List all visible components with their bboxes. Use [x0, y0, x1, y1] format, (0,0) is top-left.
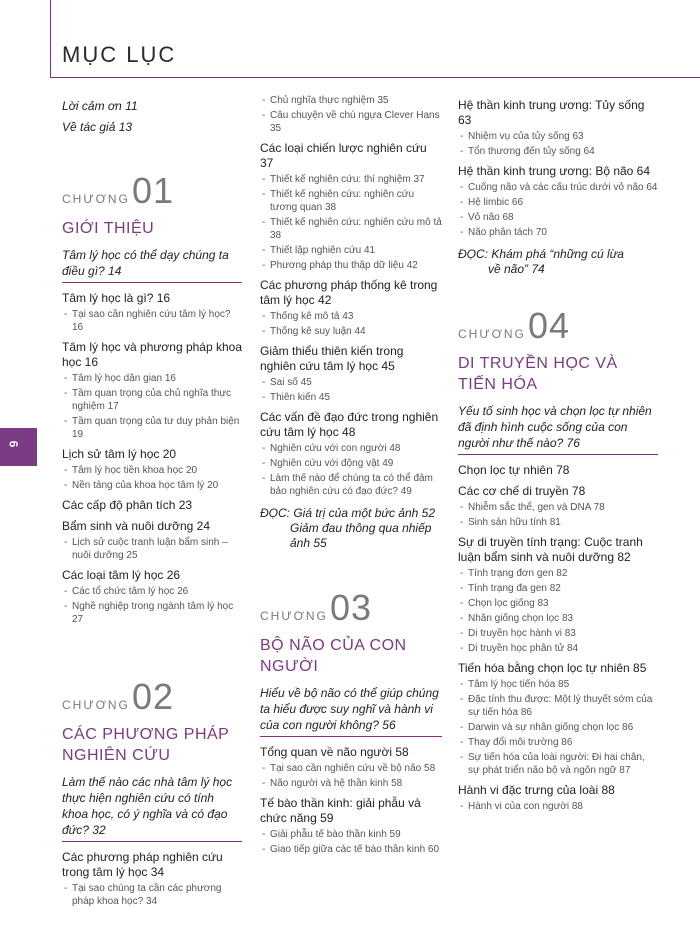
toc-subsection-entry[interactable]: - Hệ limbic 66	[458, 196, 658, 209]
page-number: 6	[6, 440, 21, 448]
toc-section-entry[interactable]: Các vấn đề đạo đức trong nghiên cứu tâm lý học 48	[260, 410, 439, 439]
toc-section-entry[interactable]: Các phương pháp nghiên cứu trong tâm lý học 34	[62, 850, 223, 879]
toc-subsection-entry[interactable]: - Tại sao cần nghiên cứu tâm lý học? 16	[62, 308, 242, 334]
chapter-heading	[62, 676, 242, 718]
toc-subsection-entry[interactable]: - Nghiên cứu với động vật 49	[260, 457, 442, 470]
toc-subsection-entry[interactable]: - Nhiệm vụ của tủy sống 63	[458, 130, 658, 143]
toc-subsection-entry[interactable]: - Tại sao cần nghiên cứu về bộ não 58	[260, 762, 442, 775]
chapter-question[interactable]: Hiểu về bộ não có thể giúp chúng ta hiểu được suy nghĩ và hành vi của con người không? 56	[260, 685, 442, 737]
toc-section-entry[interactable]: Hành vi đặc trưng của loài 88	[458, 783, 615, 797]
front-matter-entry[interactable]: Về tác giả 13	[62, 120, 133, 134]
reading-line-2: về não” 74	[488, 262, 545, 276]
toc-subsection-entry[interactable]: - Nghề nghiệp trong ngành tâm lý học 27	[62, 600, 242, 626]
chapter-03	[260, 587, 442, 737]
toc-section-entry[interactable]: Bẩm sinh và nuôi dưỡng 24	[62, 519, 210, 533]
page-number-tab	[0, 428, 37, 466]
toc-section-entry[interactable]: Các loại tâm lý học 26	[62, 568, 181, 582]
header-horizontal-rule	[50, 77, 700, 78]
chapter-number: 01	[132, 170, 175, 211]
chapter-01-entries	[62, 291, 242, 626]
chapter-03-entries	[260, 745, 442, 856]
toc-subsection-entry[interactable]: - Thống kê mô tả 43	[260, 310, 442, 323]
reading-line-1: ĐỌC: Khám phá “những cú lừa	[458, 247, 624, 261]
toc-section-entry[interactable]: Hệ thần kinh trung ương: Bộ não 64	[458, 164, 651, 178]
toc-section-entry[interactable]: Chọn lọc tự nhiên 78	[458, 463, 570, 477]
toc-section-entry[interactable]: Các loại chiến lược nghiên cứu 37	[260, 141, 427, 170]
toc-subsection-entry[interactable]: - Tính trạng đa gen 82	[458, 582, 658, 595]
toc-subsection-entry[interactable]: - Nhiễm sắc thể, gen và DNA 78	[458, 501, 658, 514]
toc-subsection-entry[interactable]: - Tại sao chúng ta cần các phương pháp khoa học? 34	[62, 882, 242, 908]
reading-line-2: Giảm đau thông qua nhiếp ảnh 55	[290, 521, 432, 550]
toc-column-3	[458, 96, 658, 813]
chapter-heading	[458, 305, 658, 347]
toc-subsection-entry[interactable]: - Lịch sử cuộc tranh luận bẩm sinh – nuôi dưỡng 25	[62, 536, 242, 562]
toc-section-entry[interactable]: Tế bào thần kinh: giải phẫu và chức năng 59	[260, 796, 421, 825]
toc-subsection-entry[interactable]: - Vỏ não 68	[458, 211, 658, 224]
toc-subsection-entry[interactable]: - Tâm lý học tiền khoa học 20	[62, 464, 242, 477]
front-matter-entry[interactable]: Lời cảm ơn 11	[62, 99, 138, 113]
toc-subsection-entry[interactable]: - Tâm lý học tiến hóa 85	[458, 678, 658, 691]
toc-subsection-entry[interactable]: - Nền tảng của khoa học tâm lý 20	[62, 479, 242, 492]
toc-subsection-entry[interactable]: - Nhân giống chọn lọc 83	[458, 612, 658, 625]
toc-subsection-entry[interactable]: - Darwin và sự nhân giống chọn lọc 86	[458, 721, 658, 734]
chapter-title[interactable]: CÁC PHƯƠNG PHÁP NGHIÊN CỨU	[62, 726, 230, 764]
toc-section-entry[interactable]: Hệ thần kinh trung ương: Tủy sống 63	[458, 98, 645, 127]
chapter-word: CHƯƠNG	[458, 327, 526, 341]
chapter-question[interactable]: Tâm lý học có thể dạy chúng ta điều gì? 14	[62, 247, 242, 283]
chapter-question[interactable]: Làm thế nào các nhà tâm lý học thực hiện nghiên cứu có tính khoa học, có ý nghĩa và có đạo đức? 32	[62, 774, 242, 842]
toc-subsection-entry[interactable]: - Thiết kế nghiên cứu: nghiên cứu tương quan 38	[260, 188, 442, 214]
reading-line-1: ĐỌC: Giá trị của một bức ảnh 52	[260, 506, 436, 520]
chapter-title[interactable]: GIỚI THIỆU	[62, 220, 155, 237]
chapter-01	[62, 170, 242, 283]
toc-subsection-entry[interactable]: - Giải phẫu tế bào thần kinh 59	[260, 828, 442, 841]
chapter-number: 03	[330, 587, 373, 628]
toc-subsection-entry[interactable]: - Thiên kiến 45	[260, 391, 442, 404]
chapter-word: CHƯƠNG	[260, 609, 328, 623]
toc-column-2	[260, 96, 442, 856]
toc-subsection-entry[interactable]: - Hành vi của con người 88	[458, 800, 658, 813]
toc-subsection-entry[interactable]: - Não người và hệ thần kinh 58	[260, 777, 442, 790]
toc-subsection-entry[interactable]: - Thiết kế nghiên cứu: nghiên cứu mô tả 38	[260, 216, 442, 242]
toc-subsection-entry[interactable]: - Giao tiếp giữa các tế bào thần kinh 60	[260, 843, 442, 856]
chapter-number: 04	[528, 305, 571, 346]
chapter-04-entries	[458, 463, 658, 813]
toc-subsection-entry[interactable]: - Sự tiến hóa của loài người: Đi hai chân, sự phát triển não bộ và ngôn ngữ 87	[458, 751, 658, 777]
chapter-title[interactable]: DI TRUYỀN HỌC VÀ TIẾN HÓA	[458, 355, 618, 393]
chapter-03-entries-continued	[458, 98, 658, 239]
toc-subsection-entry[interactable]: - Tổn thương đến tủy sống 64	[458, 145, 658, 158]
toc-section-entry[interactable]: Các cấp độ phân tích 23	[62, 498, 193, 512]
chapter-heading	[260, 587, 442, 629]
reading-entry[interactable]	[260, 506, 442, 551]
chapter-02-entries-continued	[260, 94, 442, 498]
chapter-question[interactable]: Yếu tố sinh học và chọn lọc tự nhiên đã định hình cuộc sống của con người như thế nào? 76	[458, 403, 658, 455]
toc-subsection-entry[interactable]: - Đặc tính thu được: Một lý thuyết sớm của sự tiến hóa 86	[458, 693, 658, 719]
toc-section-entry[interactable]: Giảm thiểu thiên kiến trong nghiên cứu tâm lý học 45	[260, 344, 404, 373]
toc-subsection-entry[interactable]: - Thay đổi môi trường 86	[458, 736, 658, 749]
toc-section-entry[interactable]: Sự di truyền tính trạng: Cuộc tranh luận bẩm sinh và nuôi dưỡng 82	[458, 535, 643, 564]
toc-subsection-entry[interactable]: - Câu chuyện về chú ngựa Clever Hans 35	[260, 109, 442, 135]
toc-subsection-entry[interactable]: - Phương pháp thu thập dữ liệu 42	[260, 259, 442, 272]
toc-subsection-entry[interactable]: - Thiết kế nghiên cứu: thí nghiệm 37	[260, 173, 442, 186]
toc-subsection-entry[interactable]: - Làm thế nào để chúng ta có thể đảm bảo nghiên cứu có đạo đức? 49	[260, 472, 442, 498]
toc-subsection-entry[interactable]: - Nghiên cứu với con người 48	[260, 442, 442, 455]
reading-entry[interactable]	[458, 247, 658, 277]
toc-section-entry[interactable]: Tâm lý học là gì? 16	[62, 291, 171, 305]
toc-section-entry[interactable]: Tâm lý học và phương pháp khoa học 16	[62, 340, 243, 369]
toc-section-entry[interactable]: Tổng quan về não người 58	[260, 745, 409, 759]
chapter-04	[458, 305, 658, 455]
toc-subsection-entry[interactable]: - Thiết lập nghiên cứu 41	[260, 244, 442, 257]
toc-subsection-entry[interactable]: - Tầm quan trọng của chủ nghĩa thực nghiệm 17	[62, 387, 242, 413]
toc-subsection-entry[interactable]: - Não phân tách 70	[458, 226, 658, 239]
toc-subsection-entry[interactable]: - Di truyền học hành vi 83	[458, 627, 658, 640]
toc-section-entry[interactable]: Lịch sử tâm lý học 20	[62, 447, 177, 461]
chapter-02-entries	[62, 850, 242, 908]
toc-subsection-entry[interactable]: - Cuống não và các cấu trúc dưới vỏ não 64	[458, 181, 658, 194]
toc-subsection-entry[interactable]: - Thống kê suy luận 44	[260, 325, 442, 338]
toc-column-1	[62, 96, 242, 908]
page-title: MỤC LỤC	[62, 42, 177, 67]
chapter-word: CHƯƠNG	[62, 192, 130, 206]
toc-section-entry[interactable]: Các cơ chế di truyền 78	[458, 484, 586, 498]
toc-subsection-entry[interactable]: - Tính trạng đơn gen 82	[458, 567, 658, 580]
toc-section-entry[interactable]: Tiến hóa bằng chọn lọc tự nhiên 85	[458, 661, 647, 675]
toc-subsection-entry[interactable]: - Sai số 45	[260, 376, 442, 389]
header-vertical-rule	[50, 0, 51, 78]
chapter-number: 02	[132, 676, 175, 717]
chapter-word: CHƯƠNG	[62, 698, 130, 712]
chapter-title[interactable]: BỘ NÃO CỦA CON NGƯỜI	[260, 637, 407, 675]
toc-subsection-entry[interactable]: - Sinh sản hữu tính 81	[458, 516, 658, 529]
toc-subsection-entry[interactable]: - Tầm quan trọng của tư duy phản biện 19	[62, 415, 242, 441]
toc-subsection-entry[interactable]: - Tâm lý học dân gian 16	[62, 372, 242, 385]
toc-subsection-entry[interactable]: - Chủ nghĩa thực nghiệm 35	[260, 94, 442, 107]
chapter-02	[62, 676, 242, 842]
front-matter-list	[62, 96, 242, 138]
toc-subsection-entry[interactable]: - Chọn lọc giống 83	[458, 597, 658, 610]
chapter-heading	[62, 170, 242, 212]
toc-subsection-entry[interactable]: - Di truyền học phân tử 84	[458, 642, 658, 655]
toc-section-entry[interactable]: Các phương pháp thống kê trong tâm lý học 42	[260, 278, 438, 307]
toc-subsection-entry[interactable]: - Các tổ chức tâm lý học 26	[62, 585, 242, 598]
